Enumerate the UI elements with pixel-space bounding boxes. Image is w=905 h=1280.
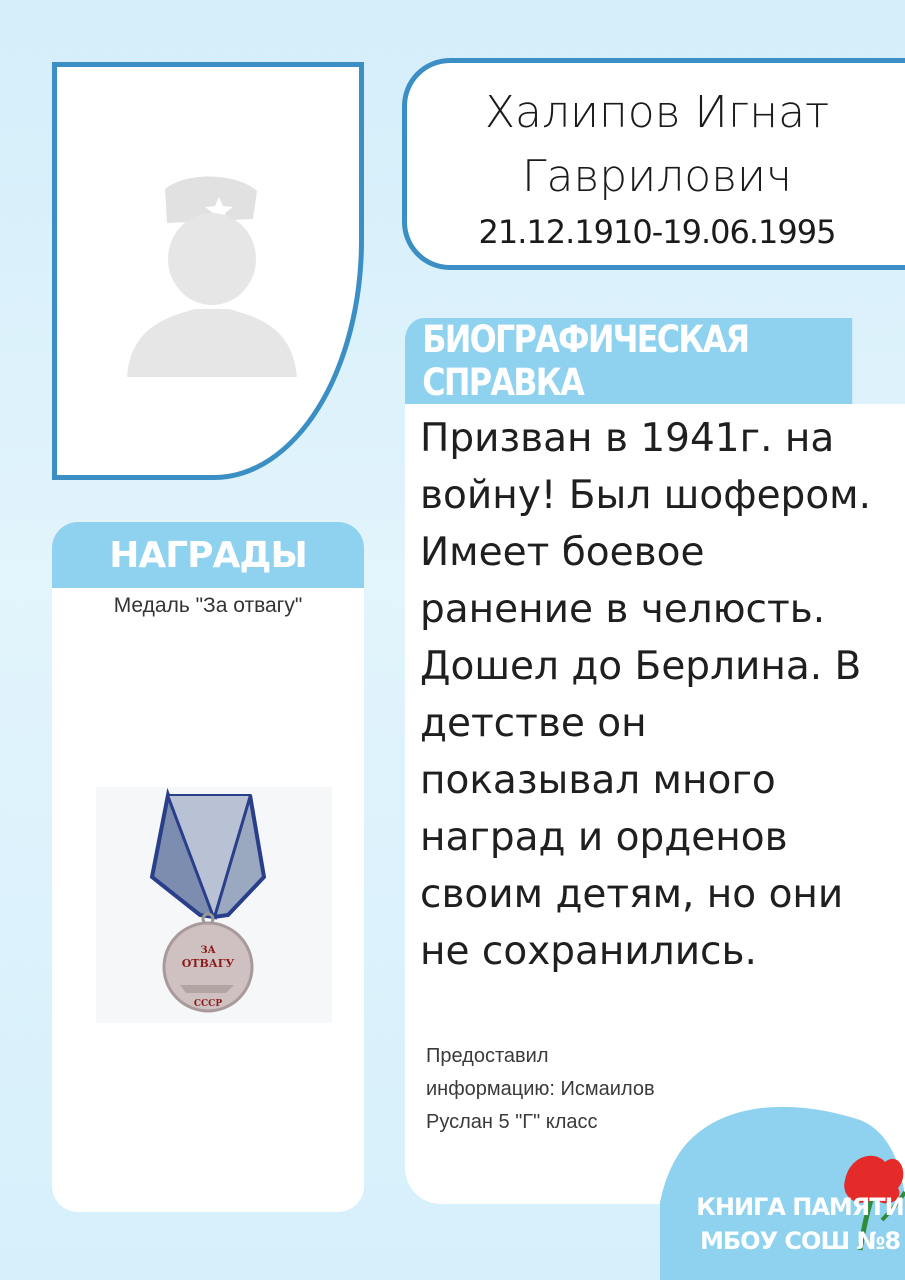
award-item: Медаль "За отвагу" [113,594,303,617]
portrait-frame [52,62,364,480]
provider-line: информацию: Исмаилов [426,1078,655,1100]
bio-line: не сохранились. [420,929,757,974]
bio-line: Призван в 1941г. на [420,416,835,461]
provider-line: Руслан 5 "Г" класс [426,1111,598,1133]
person-placeholder-icon [127,167,297,377]
medal-text-main: ОТВАГУ [181,957,235,970]
bio-line: наград и орденов [420,815,788,860]
medal-icon [96,787,332,1023]
brand-line2: МБОУ СОШ №8 [699,1227,901,1255]
person-name-first: Халипов Игнат [484,87,830,138]
bio-line: показывал много [420,758,776,803]
memory-book-label [695,1190,905,1258]
person-name-patronymic: Гаврилович [522,151,792,202]
awards-header: НАГРАДЫ [52,522,364,588]
medal-image [96,787,332,1023]
bio-line: Дошел до Берлина. В [420,644,862,689]
bio-header: БИОГРАФИЧЕСКАЯ СПРАВКА [405,318,852,404]
name-card [402,58,905,270]
brand-line1: КНИГА ПАМЯТИ [696,1193,904,1221]
life-dates: 21.12.1910-19.06.1995 [478,213,836,251]
bio-line: детстве он [420,701,647,746]
bio-text [420,410,905,980]
bio-line: Имеет боевое [420,530,705,575]
provider-line: Предоставил [426,1045,549,1067]
bio-line: войну! Был шофером. [420,473,871,518]
medal-text-bottom: СССР [193,999,223,1009]
bio-line: своим детям, но они [420,872,844,917]
bio-line: ранение в челюсть. [420,587,826,632]
medal-text-top: ЗА [200,945,216,956]
